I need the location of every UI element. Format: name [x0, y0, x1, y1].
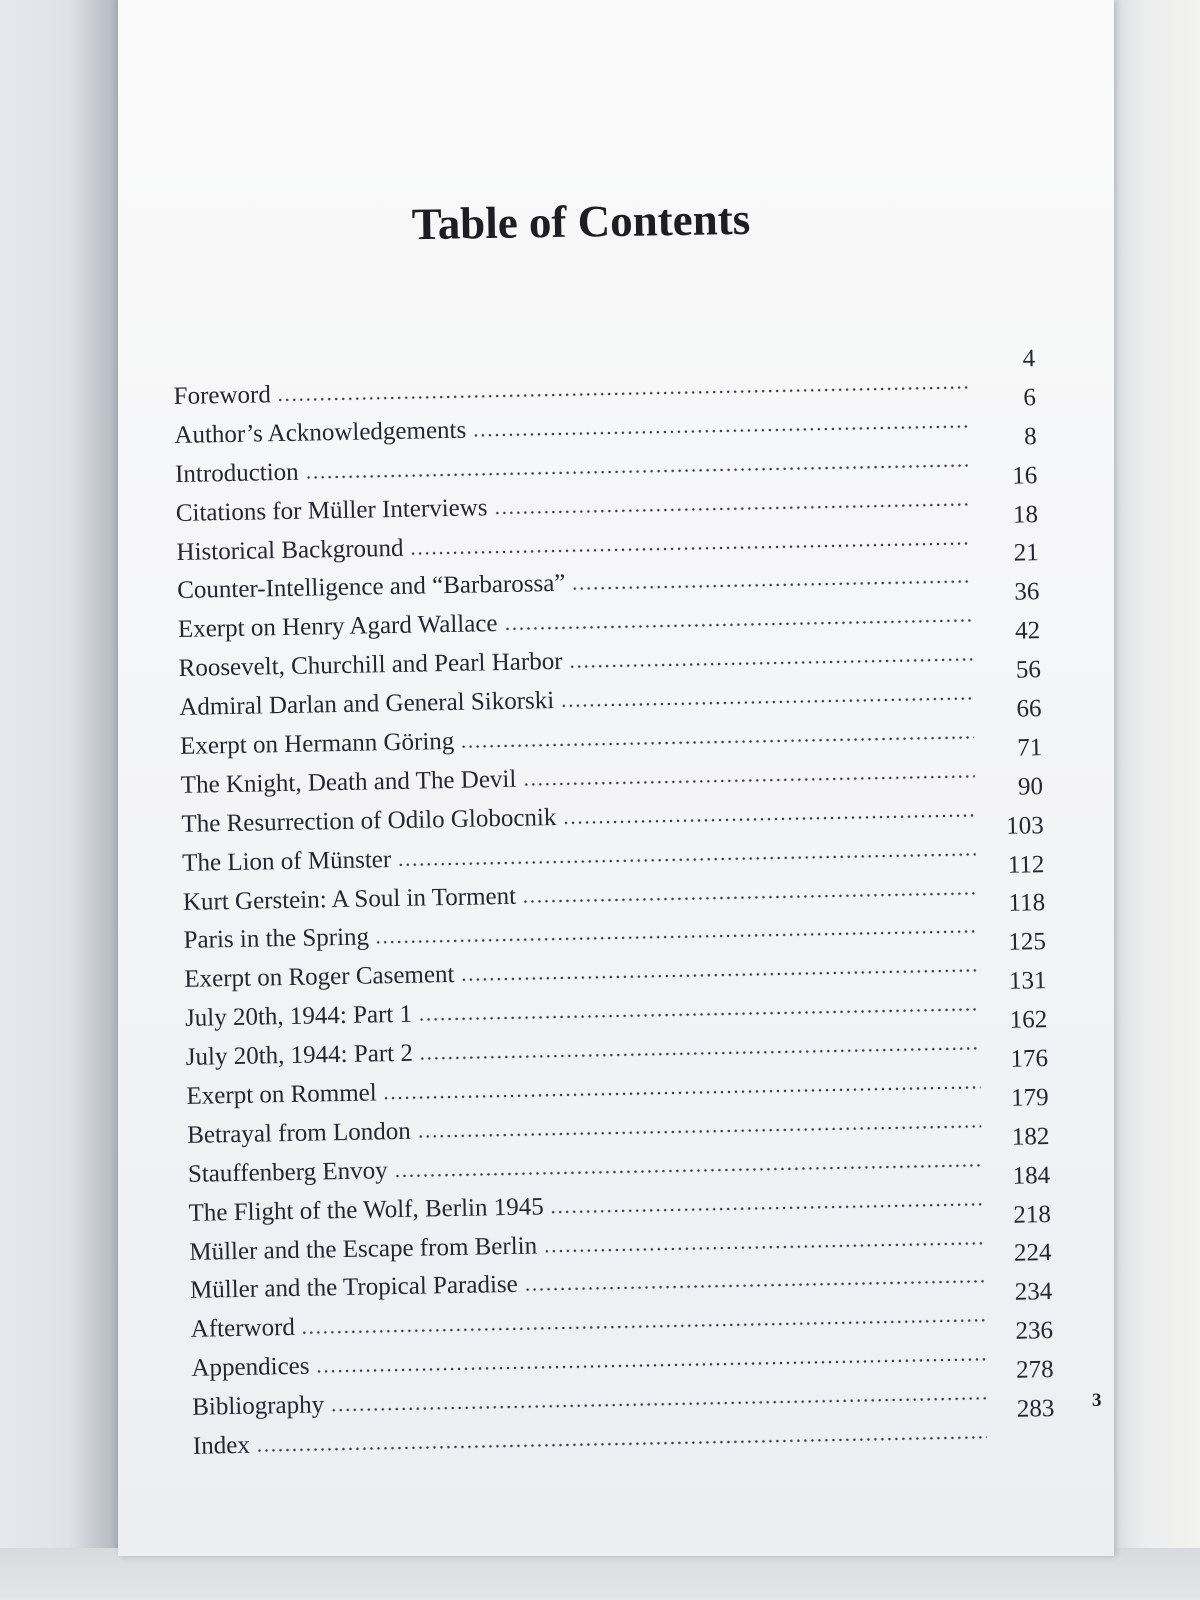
toc-entry-title: The Resurrection of Odilo Globocnik	[181, 803, 557, 838]
toc-entry-page: 6	[1023, 384, 1037, 412]
toc-entry-page: 176	[1010, 1045, 1049, 1073]
toc-entry-title: Introduction	[174, 458, 299, 488]
toc-entry-title: Exerpt on Henry Agard Wallace	[177, 610, 498, 644]
toc-entry-page: 131	[1008, 967, 1047, 996]
toc-entry-title: Exerpt on Rommel	[186, 1079, 377, 1110]
page-title: Table of Contents	[411, 193, 751, 250]
toc-entry-page: 234	[1014, 1278, 1053, 1307]
page-edge-right	[1105, 0, 1200, 1600]
toc-entry-title: Foreword	[173, 381, 272, 410]
toc-entry-title: Betrayal from London	[186, 1117, 411, 1149]
toc-entry-page: 224	[1013, 1239, 1052, 1268]
toc-entry-title: Citations for Müller Interviews	[175, 493, 488, 527]
toc-entry-page: 118	[1008, 889, 1046, 918]
toc-entry-page: 56	[1015, 656, 1042, 684]
toc-entry-title: The Flight of the Wolf, Berlin 1945	[188, 1193, 544, 1227]
toc-entry-title: The Knight, Death and The Devil	[180, 765, 517, 799]
toc-entry-page: 218	[1013, 1200, 1052, 1229]
toc-entry-page: 283	[1016, 1395, 1055, 1423]
book-page	[118, 0, 1114, 1556]
page-number: 3	[1092, 1390, 1102, 1411]
toc-entry-title: Historical Background	[176, 534, 404, 566]
toc-entry-title: Kurt Gerstein: A Soul in Torment	[182, 882, 517, 916]
toc-entry-page: 278	[1015, 1356, 1054, 1384]
toc-entry-title: Admiral Darlan and General Sikorski	[179, 687, 555, 722]
toc-entry-page: 90	[1017, 772, 1044, 801]
toc-entry-title: Index	[192, 1431, 251, 1460]
dot-leader	[256, 1435, 987, 1452]
toc-list	[173, 344, 1055, 1460]
toc-entry-page: 18	[1012, 500, 1039, 529]
toc-entry-title: Roosevelt, Churchill and Pearl Harbor	[178, 648, 563, 683]
toc-entry-page: 179	[1010, 1084, 1049, 1112]
toc-entry-title: Müller and the Escape from Berlin	[189, 1232, 538, 1266]
toc-entry-page: 21	[1013, 539, 1039, 568]
toc-entry-page: 71	[1017, 734, 1043, 762]
toc-entry-page: 42	[1014, 617, 1041, 645]
toc-entry-title: July 20th, 1944: Part 1	[184, 1000, 413, 1033]
toc-entry-page: 4	[1022, 345, 1036, 373]
toc-entry-page: 66	[1016, 695, 1042, 723]
toc-entry-title: Counter-Intelligence and “Barbarossa”	[176, 570, 566, 605]
toc-entry-title: Bibliography	[191, 1391, 325, 1421]
toc-entry-page: 16	[1012, 461, 1038, 490]
toc-entry-page: 125	[1008, 928, 1047, 957]
toc-entry-title: Paris in the Spring	[183, 923, 370, 955]
toc-entry-title: The Lion of Münster	[181, 845, 392, 877]
toc-entry-title: Stauffenberg Envoy	[187, 1157, 388, 1188]
toc-entry-page: 184	[1012, 1161, 1051, 1190]
toc-entry-page: 182	[1011, 1122, 1050, 1151]
toc-entry-title: Exerpt on Roger Casement	[184, 961, 455, 994]
toc-entry-title: Appendices	[191, 1352, 310, 1383]
toc-entry-title: Müller and the Tropical Paradise	[189, 1271, 518, 1305]
toc-entry-page: 8	[1023, 422, 1037, 451]
toc-entry-row	[193, 1417, 987, 1462]
toc-entry-page: 103	[1005, 811, 1044, 840]
toc-entry-page: 162	[1009, 1006, 1048, 1034]
toc-entry-page: 236	[1015, 1317, 1054, 1345]
book-gutter	[0, 0, 125, 1600]
toc-entry-page: 36	[1014, 578, 1040, 606]
toc-entry-title: Exerpt on Hermann Göring	[179, 727, 455, 760]
toc-entry-page: 112	[1007, 850, 1045, 879]
toc-entry-title: July 20th, 1944: Part 2	[185, 1039, 414, 1072]
toc-entry-title: Author’s Acknowledgements	[174, 416, 467, 449]
toc-entry-title: Afterword	[190, 1314, 296, 1344]
